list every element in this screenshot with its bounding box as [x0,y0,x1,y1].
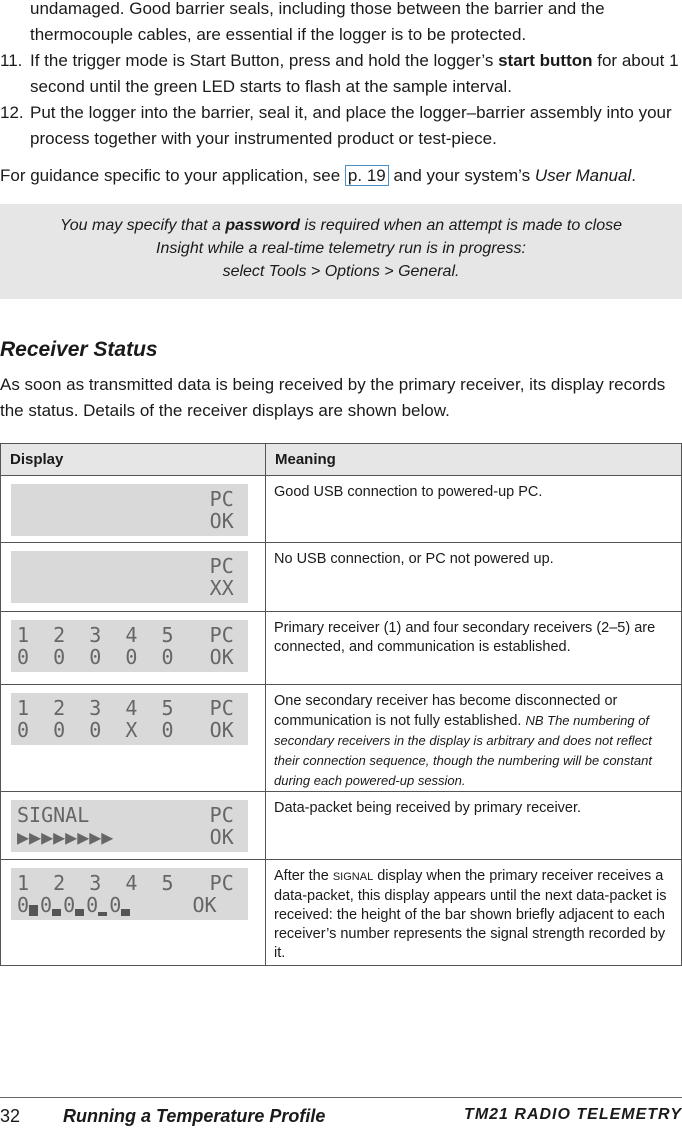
lcd-line-1: PC [17,487,234,511]
step-text: Put the logger into the barrier, seal it, and place the logger–barrier assembly into your process together with your instrumented product or test-piece. [30,103,672,148]
meaning-cell: Good USB connection to powered-up PC. [266,476,682,543]
note-text-end: is required when an attempt is made to close [300,217,623,234]
meaning-text: After the [274,868,333,884]
note-line-1 [0,214,682,237]
pc-status: OK [132,893,217,917]
note-line-2: Insight while a real-time telemetry run is in progress: [156,240,526,257]
lcd-line-1: 1 2 3 4 5 PC [17,696,234,720]
numbering-note: NB The numbering of secondary receivers in the display is arbitrary and does not reflect their connection sequence, though the numbering will be constant during each powered-up session. [274,713,652,788]
step-11 [0,48,682,100]
password-term: password [225,217,301,234]
display-column-header: Display [1,444,266,476]
page-reference-link[interactable]: p. 19 [345,165,389,186]
note-line-3: select Tools > Options > General. [222,263,460,280]
guidance-paragraph [0,163,682,189]
product-name: TM21 RADIO TELEMETRY [464,1106,682,1123]
meaning-cell: Primary receiver (1) and four secondary receivers (2–5) are connected, and communication is established. [266,612,682,685]
lcd-line-1: SIGNAL PC [17,803,234,827]
note-text: You may specify that a [59,217,226,234]
lcd-line-2: OK [17,509,234,533]
guidance-text: For guidance specific to your application, see [0,166,345,185]
table-row [1,860,682,966]
lcd-display [11,868,248,920]
page-number: 32 [0,1106,21,1126]
signal-bar [75,909,84,916]
section-heading: Receiver Status [0,338,158,361]
start-button-term: start button [498,51,593,70]
receiver-digit: 0 [86,893,99,917]
table-row [1,543,682,612]
intro-paragraph: As soon as transmitted data is being received by the primary receiver, its display records the status. Details of the receiver displays are shown below. [0,375,666,420]
table-row [1,476,682,543]
table-row [1,792,682,860]
lcd-display [11,620,248,672]
signal-bar [98,912,107,916]
signal-term: SIGNAL [332,871,374,883]
meaning-cell [266,685,682,792]
receiver-digit: 0 [63,893,76,917]
lcd-line-2: 0 0 0 0 0 OK [17,645,234,669]
password-note [0,204,682,299]
receiver-digit: 0 [17,893,30,917]
guidance-period: . [631,166,636,185]
step-number: 11. [0,51,23,70]
lcd-line-2 [17,894,240,916]
footer-divider [0,1097,682,1098]
lcd-line-1: PC [17,554,234,578]
chapter-title: Running a Temperature Profile [63,1106,326,1126]
step-text: If the trigger mode is Start Button, press and hold the logger’s [30,51,499,70]
receiver-digit: 0 [40,893,53,917]
lcd-line-1: 1 2 3 4 5 PC [17,623,234,647]
meaning-column-header: Meaning [266,444,682,476]
lcd-line-1: 1 2 3 4 5 PC [17,871,234,895]
lcd-line-2: 0 0 0 X 0 OK [17,718,234,742]
lcd-line-2: ▶▶▶▶▶▶▶▶ OK [17,825,234,849]
step-number: 12. [0,103,24,122]
receiver-digit: 0 [109,893,122,917]
continued-paragraph: undamaged. Good barrier seals, including those between the barrier and the thermocouple cables, are essential if the logger is to be protected. [30,0,605,44]
meaning-cell [266,860,682,966]
meaning-text: One secondary receiver has become disconnected or communication is not fully established. [274,693,618,729]
step-12 [0,100,682,152]
lcd-display [11,551,248,603]
meaning-text-end: display when the primary receiver receives a data-packet, this display appears until the next data-packet is received: the height of the bar shown briefly adjacent to each receiver’s number represents the signal strength recorded by it. [274,868,667,961]
steps-list [0,48,682,152]
user-manual-title: User Manual [534,166,632,185]
meaning-cell: No USB connection, or PC not powered up. [266,543,682,612]
step-text-end: for about 1 second until the green LED starts to flash at the sample interval. [30,51,679,96]
lcd-line-2: XX [17,576,234,600]
signal-bar [29,905,38,916]
signal-bar [52,909,61,916]
lcd-display [11,484,248,536]
table-row [1,685,682,792]
lcd-display [11,800,248,852]
guidance-text-mid: and your system’s [388,166,535,185]
meaning-cell: Data-packet being received by primary receiver. [266,792,682,860]
table-row [1,612,682,685]
signal-bar [121,909,130,916]
receiver-status-table [0,443,682,966]
lcd-display [11,693,248,745]
